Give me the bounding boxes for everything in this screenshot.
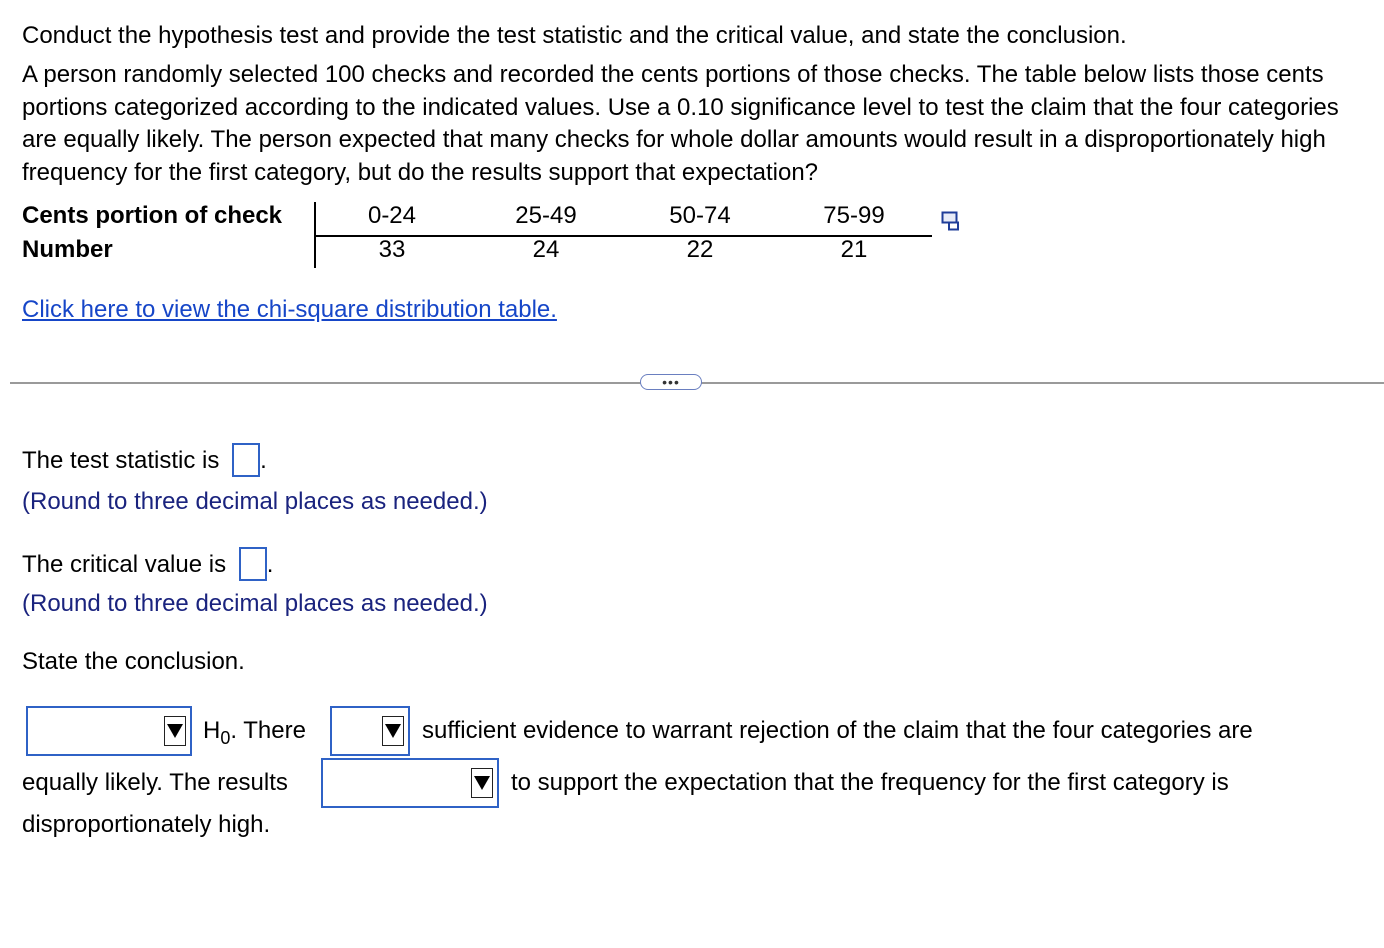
h0-subscript: 0 [220,728,231,748]
h0-there-text: . There [230,717,306,744]
conclusion-text-2: equally likely. The results [22,769,288,796]
conclusion-text-4: disproportionately high. [22,811,271,838]
table-count-2: 24 [532,236,560,263]
problem-text: A person randomly selected 100 checks and recorded the cents portions of those checks. The table below lists those cents portions categorized according to the indicated values. Use a 0.10 significance level to test the claim that the four categories are equally likely. The person expected that many checks for whole dollar amounts would result in a disproportionately high frequency for the first category, but do the results support that expectation? [22,61,1339,186]
critical-value-line [22,550,273,581]
expand-button[interactable]: ••• [640,374,702,390]
h0-label [203,716,306,753]
chi-square-table-link[interactable]: Click here to view the chi-square distribution table. [22,296,557,323]
conclusion-text-1: sufficient evidence to warrant rejection of the claim that the four categories are [422,717,1253,744]
table-row-header-cents: Cents portion of check [22,202,283,229]
table-count-3: 22 [686,236,714,263]
critical-value-label: The critical value is [22,551,227,578]
table-row-header-number: Number [22,236,113,263]
conclusion-decision-select[interactable] [26,706,192,756]
critical-value-input[interactable] [239,547,267,581]
conclusion-text-3: to support the expectation that the frequency for the first category is [511,769,1229,796]
table-category-3: 50-74 [669,202,731,229]
critical-value-hint: (Round to three decimal places as needed.) [22,590,488,617]
chevron-down-icon [164,716,186,746]
instruction-text: Conduct the hypothesis test and provide the test statistic and the critical value, and state the conclusion. [22,22,1127,49]
evidence-select[interactable] [330,706,410,756]
table-category-2: 25-49 [515,202,577,229]
test-statistic-hint: (Round to three decimal places as needed.) [22,488,488,515]
test-statistic-period: . [260,447,267,474]
chevron-down-icon [382,716,404,746]
frequency-table [22,202,934,270]
table-category-4: 75-99 [823,202,885,229]
table-count-4: 21 [840,236,868,263]
copy-table-icon[interactable] [941,210,961,230]
critical-value-period: . [266,551,274,578]
table-count-1: 33 [378,236,406,263]
test-statistic-label: The test statistic is [22,447,220,474]
chevron-down-icon [471,768,493,798]
conclusion-label: State the conclusion. [22,648,245,675]
results-support-select[interactable] [321,758,499,808]
h0-letter: H [203,717,221,744]
table-category-1: 0-24 [367,202,417,229]
test-statistic-input[interactable] [232,443,260,477]
test-statistic-line [22,446,267,477]
